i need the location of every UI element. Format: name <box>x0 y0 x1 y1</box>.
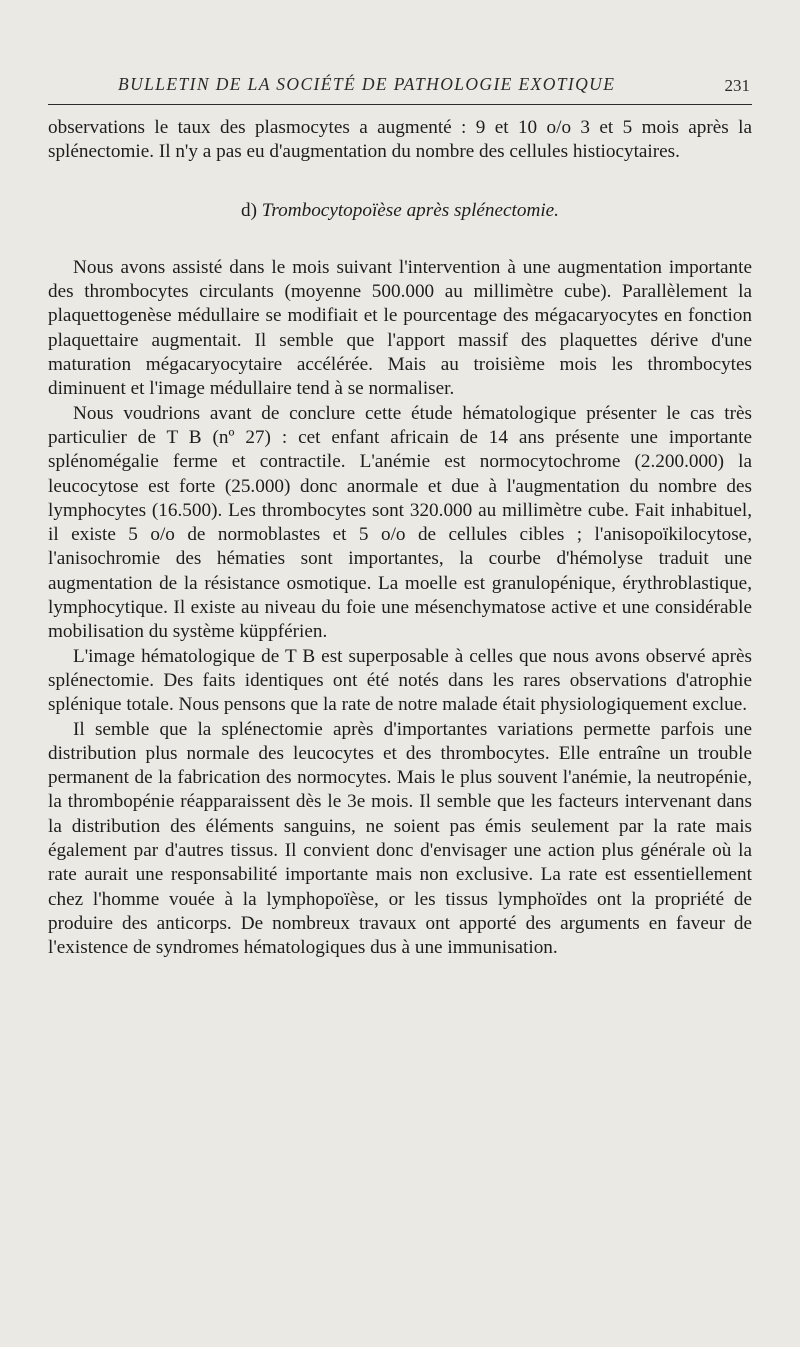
paragraph-case-tb: Nous voudrions avant de conclure cette étude hématologique présenter le cas très particulier de T B (nº 27) : cet enfant africain de 14 ans présente une importante splénomégalie ferme et contractile. L'anémie est normocytochrome (2.200.000) la leucocytose est forte (25.000) donc anormale et due à l'augmentation du nombre des lymphocytes (16.500). Les thrombocytes sont 320.000 au millimètre cube. Fait inhabituel, il existe 5 o/o de normoblastes et 5 o/o de cellules cibles ; l'anisopoïkilocytose, l'anisochromie des hématies sont importantes, la courbe d'hémolyse traduit une augmentation de la résistance osmotique. La moelle est granulopénique, érythroblastique, lymphocytique. Il existe au niveau du foie une mésenchymatose active et une considérable mobilisation du système küppférien. <box>48 402 752 643</box>
page-number: 231 <box>724 76 750 95</box>
subheading-label: d) <box>241 199 257 221</box>
paragraph-plasmocytes: observations le taux des plasmocytes a augmenté : 9 et 10 o/o 3 et 5 mois après la splénectomie. Il n'y a pas eu d'augmentation du nombre des cellules histiocytaires. <box>48 117 752 163</box>
paragraph-conclusion: Il semble que la splénectomie après d'importantes variations permette parfois une distribution plus normale des leucocytes et des thrombocytes. Elle entraîne un trouble permanent de la fabrication des normocytes. Mais le plus souvent l'anémie, la neutropénie, la thrombopénie réapparaissent dès le 3e mois. Il semble que les facteurs intervenant dans la distribution des éléments sanguins, ne soient pas émis seulement par la rate mais également par d'autres tissus. Il convient donc d'envisager une action plus générale où la rate aurait une responsabilité importante mais non exclusive. La rate est essentiellement chez l'homme vouée à la lymphopoïèse, or les tissus lymphoïdes ont la propriété de produire des anticorps. De nombreux travaux ont apporté des arguments en faveur de l'existence de syndromes hématologiques dus à une immunisation. <box>48 718 752 959</box>
paragraph-comparison: L'image hématologique de T B est superposable à celles que nous avons observé après splénectomie. Des faits identiques ont été notés dans les rares observations d'atrophie splénique totale. Nous pensons que la rate de notre malade était physiologiquement exclue. <box>48 645 752 716</box>
paragraph-thrombocytes: Nous avons assisté dans le mois suivant l'intervention à une augmentation importante des thrombocytes circulants (moyenne 500.000 au millimètre cube). Parallèlement la plaquettogenèse médullaire se modifiait et le pourcentage des mégacaryocytes en fonction plaquettaire augmentait. Il semble que l'apport massif des plaquettes dérive d'une maturation mégacaryocytaire accélérée. Mais au troisième mois les thrombocytes diminuent et l'image médullaire tend à se normaliser. <box>48 256 752 400</box>
subheading-title: Trombocytopoïèse après splénectomie. <box>261 199 559 221</box>
section-subheading <box>48 199 752 223</box>
running-head: BULLETIN DE LA SOCIÉTÉ DE PATHOLOGIE EXOTIQUE <box>118 74 616 94</box>
page-header <box>48 74 752 105</box>
body-text <box>48 116 752 961</box>
